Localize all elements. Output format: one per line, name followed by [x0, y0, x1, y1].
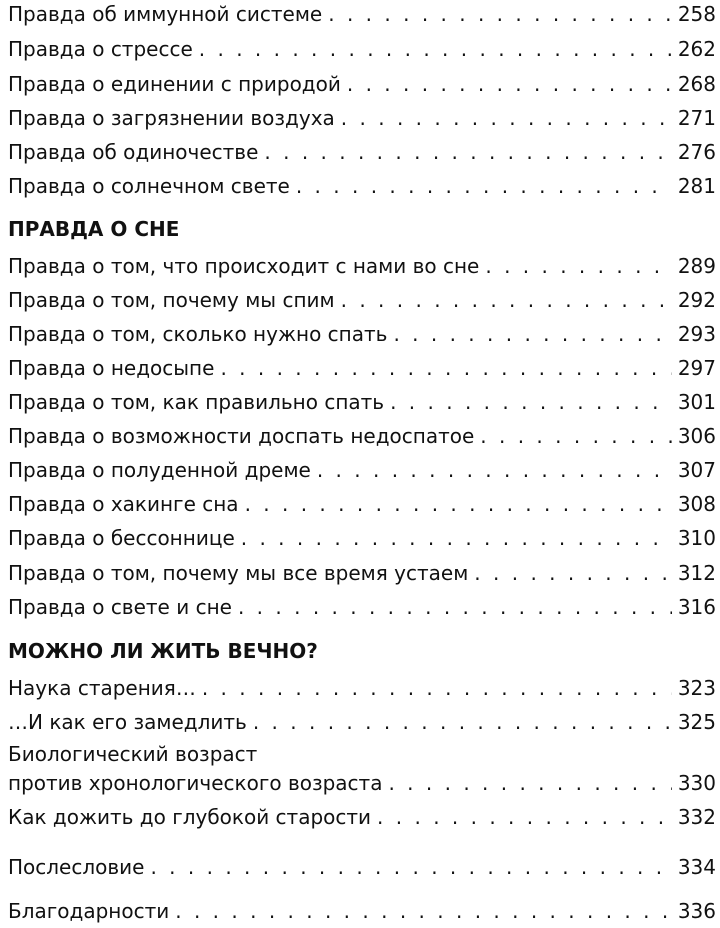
toc-entry-title: Как дожить до глубокой старости	[8, 805, 372, 829]
toc-entry-title: Правда о стрессе	[8, 37, 193, 61]
toc-entry-title: Правда о единении с природой	[8, 72, 341, 96]
toc-entry	[8, 561, 716, 585]
dot-leader	[485, 254, 671, 278]
toc-entry	[8, 899, 716, 923]
dot-leader	[377, 805, 672, 829]
toc-entry-title-line1: Биологический возраст	[8, 742, 258, 766]
toc-entry-page: 308	[677, 492, 716, 516]
dot-leader	[390, 390, 672, 414]
toc-entry-title: Правда о свете и сне	[8, 595, 232, 619]
toc-entry-title: Правда о том, почему мы спим	[8, 288, 335, 312]
toc-entry-title: Правда о хакинге сна	[8, 492, 239, 516]
dot-leader	[238, 595, 672, 619]
toc-entry	[8, 424, 716, 448]
toc-entry-page: 297	[677, 356, 716, 380]
section-heading: ПРАВДА О СНЕ	[8, 217, 180, 241]
dot-leader	[220, 356, 671, 380]
toc-entry	[8, 458, 716, 482]
toc-entry	[8, 174, 716, 198]
section-heading: МОЖНО ЛИ ЖИТЬ ВЕЧНО?	[8, 639, 318, 663]
toc-entry-title: Правда о том, как правильно спать	[8, 390, 385, 414]
toc-entry-title: Правда о бессоннице	[8, 526, 235, 550]
dot-leader	[328, 2, 672, 26]
dot-leader	[347, 72, 672, 96]
toc-entry	[8, 322, 716, 346]
dot-leader	[202, 676, 672, 700]
dot-leader	[341, 106, 672, 130]
dot-leader	[253, 710, 672, 734]
toc-entry-title: Правда о недосыпе	[8, 356, 215, 380]
toc-entry-page: 276	[677, 140, 716, 164]
toc-entry-title: Правда о том, сколько нужно спать	[8, 322, 388, 346]
toc-entry	[8, 2, 716, 26]
dot-leader	[199, 37, 672, 61]
dot-leader	[241, 526, 672, 550]
toc-entry-title: Правда об одиночестве	[8, 140, 259, 164]
toc-entry	[8, 676, 716, 700]
toc-entry-page: 330	[677, 771, 716, 795]
dot-leader	[393, 322, 671, 346]
dot-leader	[317, 458, 672, 482]
toc-entry	[8, 72, 716, 96]
toc-entry-page: 281	[677, 174, 716, 198]
toc-entry-page: 268	[677, 72, 716, 96]
toc-entry-title: против хронологического возраста	[8, 771, 383, 795]
dot-leader	[341, 288, 672, 312]
toc-entry	[8, 390, 716, 414]
toc-entry-page: 316	[677, 595, 716, 619]
toc-entry-page: 292	[677, 288, 716, 312]
dot-leader	[474, 561, 672, 585]
toc-entry	[8, 140, 716, 164]
toc-entry-title: Правда о загрязнении воздуха	[8, 106, 335, 130]
toc-entry	[8, 288, 716, 312]
toc-entry	[8, 710, 716, 734]
toc-entry-page: 336	[677, 899, 716, 923]
toc-entry-page: 334	[677, 855, 716, 879]
toc-entry-page: 332	[677, 805, 716, 829]
toc-entry-title: Правда о солнечном свете	[8, 174, 290, 198]
toc-entry-title: Наука старения…	[8, 676, 196, 700]
dot-leader	[480, 424, 672, 448]
toc-entry-title: Правда о том, почему мы все время устаем	[8, 561, 469, 585]
toc-entry	[8, 37, 716, 61]
toc-entry-page: 325	[677, 710, 716, 734]
toc-entry-page: 301	[677, 390, 716, 414]
toc-entry-title: Правда о полуденной дреме	[8, 458, 311, 482]
toc-entry	[8, 595, 716, 619]
toc-entry	[8, 771, 716, 795]
toc-entry	[8, 855, 716, 879]
toc-entry-page: 271	[677, 106, 716, 130]
toc-entry-page: 310	[677, 526, 716, 550]
dot-leader	[175, 899, 672, 923]
toc-entry	[8, 492, 716, 516]
toc-entry-page: 258	[677, 2, 716, 26]
toc-entry	[8, 805, 716, 829]
toc-entry-title: Благодарности	[8, 899, 170, 923]
toc-entry-page: 307	[677, 458, 716, 482]
toc-entry-page: 306	[677, 424, 716, 448]
toc-entry-title: Послесловие	[8, 855, 145, 879]
toc-entry-page: 289	[677, 254, 716, 278]
toc-entry	[8, 254, 716, 278]
dot-leader	[264, 140, 671, 164]
toc-entry-page: 262	[677, 37, 716, 61]
toc-entry-page: 293	[677, 322, 716, 346]
toc-entry	[8, 356, 716, 380]
dot-leader	[150, 855, 671, 879]
toc-entry-title: Правда о том, что происходит с нами во сне	[8, 254, 480, 278]
toc-entry-title: Правда о возможности доспать недоспатое	[8, 424, 475, 448]
toc-entry	[8, 106, 716, 130]
toc-entry-page: 312	[677, 561, 716, 585]
toc-entry-title: …И как его замедлить	[8, 710, 247, 734]
dot-leader	[388, 771, 671, 795]
dot-leader	[245, 492, 672, 516]
toc-entry-title: Правда об иммунной системе	[8, 2, 323, 26]
toc-entry	[8, 526, 716, 550]
toc-entry-page: 323	[677, 676, 716, 700]
dot-leader	[296, 174, 672, 198]
